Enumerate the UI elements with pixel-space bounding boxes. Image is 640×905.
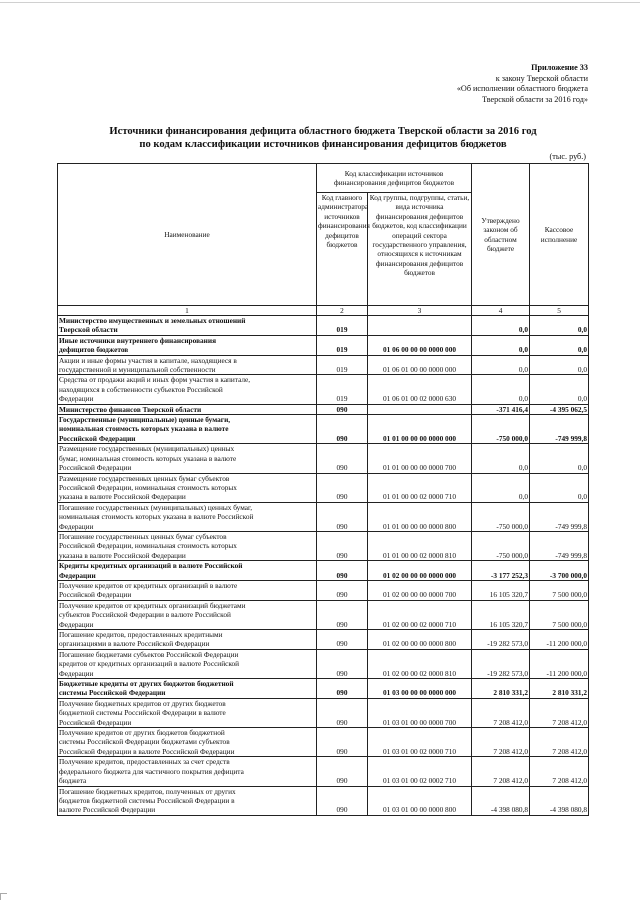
row-admin-code: 090 bbox=[317, 473, 368, 502]
row-admin-code: 019 bbox=[317, 355, 368, 375]
table-row bbox=[58, 375, 589, 404]
row-source-code: 01 06 01 00 00 0000 000 bbox=[368, 355, 472, 375]
table-row bbox=[58, 757, 589, 786]
row-name-line: Погашение государственных (муниципальных) ценных бумаг, bbox=[59, 502, 253, 512]
row-actual-amount: 0,0 bbox=[530, 444, 589, 473]
row-actual-amount: 7 208 412,0 bbox=[530, 698, 589, 727]
row-source-code: 01 02 00 00 02 0000 710 bbox=[368, 600, 472, 629]
row-approved-amount: -19 282 573,0 bbox=[472, 649, 530, 678]
row-approved-amount: 16 105 320,7 bbox=[472, 580, 530, 600]
top-edge-line bbox=[0, 2, 640, 3]
row-name-line: кредитов от кредитных организаций в валюте Российской bbox=[59, 659, 240, 669]
row-admin-code: 090 bbox=[317, 679, 368, 699]
row-source-code: 01 03 00 00 00 0000 000 bbox=[368, 679, 472, 699]
row-name-line: Получение бюджетных кредитов от других бюджетов bbox=[59, 698, 226, 708]
row-name-line: Федерации bbox=[59, 668, 94, 678]
row-admin-code: 019 bbox=[317, 316, 368, 336]
row-admin-code: 090 bbox=[317, 728, 368, 757]
row-name-line: дефицитов бюджетов bbox=[59, 345, 129, 355]
row-name-line: Получение кредитов, предоставленных за счет средств bbox=[59, 757, 230, 767]
row-name bbox=[58, 502, 317, 531]
table-row bbox=[58, 355, 589, 375]
row-name-line: Погашение кредитов, предоставленных кредитными bbox=[59, 630, 223, 639]
row-name-line: Федерации bbox=[59, 570, 96, 580]
header-group-code: Код группы, подгруппы, статьи, вида источника финансирования дефицитов бюджетов, код классификации операций сектора государственного управления, относящихся к источникам финансирования дефицитов бюджетов bbox=[368, 193, 472, 306]
row-name bbox=[58, 649, 317, 678]
table-body bbox=[58, 316, 589, 816]
row-source-code: 01 01 00 00 00 0000 800 bbox=[368, 502, 472, 531]
row-name bbox=[58, 698, 317, 727]
row-source-code bbox=[368, 316, 472, 336]
row-name-line: организациями в валюте Российской Федерации bbox=[59, 639, 210, 649]
row-name-line: Бюджетные кредиты от других бюджетов бюджетной bbox=[59, 679, 234, 689]
row-name bbox=[58, 355, 317, 375]
row-actual-amount: -4 398 080,8 bbox=[530, 786, 589, 815]
appendix-line-2: «Об исполнении областного бюджета bbox=[456, 84, 588, 93]
row-name-line: номинальная стоимость которых указана в валюте bbox=[59, 424, 229, 434]
appendix-line-3: Тверской области за 2016 год» bbox=[482, 94, 588, 104]
header-actual: Кассовое исполнение bbox=[530, 164, 589, 306]
table-row bbox=[58, 415, 589, 444]
row-source-code: 01 03 01 00 02 0002 710 bbox=[368, 757, 472, 786]
row-name bbox=[58, 335, 317, 355]
row-approved-amount: 2 810 331,2 bbox=[472, 679, 530, 699]
row-actual-amount: -3 700 000,0 bbox=[530, 561, 589, 581]
row-name bbox=[58, 375, 317, 404]
table-row bbox=[58, 444, 589, 473]
table-row bbox=[58, 786, 589, 815]
row-name-line: государственной и муниципальной собственности bbox=[59, 365, 216, 375]
row-name-line: бюджетов бюджетной системы Российской Федерации в bbox=[59, 795, 235, 805]
row-approved-amount: 0,0 bbox=[472, 473, 530, 502]
row-name bbox=[58, 444, 317, 473]
row-source-code: 01 01 00 00 00 0000 700 bbox=[368, 444, 472, 473]
row-admin-code: 090 bbox=[317, 698, 368, 727]
row-name-line: Российской Федерации, номинальная стоимость которых bbox=[59, 482, 237, 492]
row-approved-amount: 16 105 320,7 bbox=[472, 600, 530, 629]
table-row bbox=[58, 728, 589, 757]
title-line-1: Источники финансирования дефицита областного бюджета Тверской области за 2016 год bbox=[109, 126, 537, 137]
row-name-line: Российской Федерации bbox=[59, 717, 132, 727]
appendix-header bbox=[457, 63, 588, 105]
row-name-line: Погашение государственных ценных бумаг субъектов bbox=[59, 531, 227, 541]
row-approved-amount: 7 208 412,0 bbox=[472, 698, 530, 727]
row-approved-amount: 7 208 412,0 bbox=[472, 757, 530, 786]
row-name-line: Министерство финансов Тверской области bbox=[59, 404, 202, 414]
row-name-line: номинальная стоимость которых указана в валюте Российской bbox=[59, 512, 254, 522]
table-row bbox=[58, 649, 589, 678]
row-admin-code: 090 bbox=[317, 757, 368, 786]
row-name-line: указана в валюте Российской Федерации bbox=[59, 550, 186, 560]
row-name bbox=[58, 473, 317, 502]
row-admin-code: 090 bbox=[317, 561, 368, 581]
row-name-line: Получение кредитов от кредитных организаций в валюте bbox=[59, 580, 238, 590]
row-actual-amount: 0,0 bbox=[530, 375, 589, 404]
row-name-line: системы Российской Федерации бюджетами субъектов bbox=[59, 737, 230, 747]
row-name-line: Государственные (муниципальные) ценные бумаги, bbox=[59, 415, 231, 425]
row-name-line: бюджетной системы Российской Федерации в валюте bbox=[59, 708, 226, 718]
row-admin-code: 090 bbox=[317, 444, 368, 473]
row-admin-code: 090 bbox=[317, 786, 368, 815]
row-name-line: Федерации bbox=[59, 521, 94, 531]
row-name-line: находящихся в собственности субъектов Российской bbox=[59, 384, 223, 394]
row-actual-amount: 0,0 bbox=[530, 473, 589, 502]
row-admin-code: 019 bbox=[317, 335, 368, 355]
row-name bbox=[58, 415, 317, 444]
row-name-line: валюте Российской Федерации bbox=[59, 805, 156, 815]
row-actual-amount: -11 200 000,0 bbox=[530, 649, 589, 678]
document-title bbox=[56, 125, 590, 151]
row-actual-amount: 7 500 000,0 bbox=[530, 600, 589, 629]
row-approved-amount: -3 177 252,3 bbox=[472, 561, 530, 581]
row-approved-amount: 0,0 bbox=[472, 375, 530, 404]
row-admin-code: 090 bbox=[317, 415, 368, 444]
row-admin-code: 090 bbox=[317, 600, 368, 629]
row-approved-amount: 0,0 bbox=[472, 355, 530, 375]
row-source-code: 01 06 00 00 00 0000 000 bbox=[368, 335, 472, 355]
row-approved-amount: -19 282 573,0 bbox=[472, 630, 530, 650]
row-name bbox=[58, 757, 317, 786]
row-name-line: Получение кредитов от кредитных организаций бюджетами bbox=[59, 600, 246, 610]
row-name-line: Российской Федерации, номинальная стоимость которых bbox=[59, 541, 237, 551]
row-name-line: Погашение бюджетами субъектов Российской Федерации bbox=[59, 649, 239, 659]
table-row bbox=[58, 531, 589, 560]
row-admin-code: 090 bbox=[317, 502, 368, 531]
row-name-line: Российской Федерации bbox=[59, 433, 136, 443]
table-row bbox=[58, 630, 589, 650]
row-actual-amount: 7 208 412,0 bbox=[530, 757, 589, 786]
row-approved-amount: 0,0 bbox=[472, 316, 530, 336]
row-source-code bbox=[368, 404, 472, 414]
header-approved: Утверждено законом об областном бюджете bbox=[472, 164, 530, 306]
table-row bbox=[58, 502, 589, 531]
row-source-code: 01 01 00 00 02 0000 810 bbox=[368, 531, 472, 560]
row-name-line: Российской Федерации в валюте Российской Федерации bbox=[59, 746, 235, 756]
row-name-line: Кредиты кредитных организаций в валюте Российской bbox=[59, 561, 243, 571]
row-name-line: Тверской области bbox=[59, 325, 118, 335]
row-actual-amount: -749 999,8 bbox=[530, 502, 589, 531]
row-name bbox=[58, 600, 317, 629]
row-admin-code: 090 bbox=[317, 404, 368, 414]
row-source-code: 01 03 01 00 00 0000 800 bbox=[368, 786, 472, 815]
appendix-line-1: к закону Тверской области bbox=[495, 73, 588, 83]
header-name: Наименование bbox=[58, 164, 317, 306]
row-name bbox=[58, 679, 317, 699]
row-name bbox=[58, 728, 317, 757]
row-name-line: Размещение государственных (муниципальных) ценных bbox=[59, 444, 235, 454]
row-approved-amount: -750 000,0 bbox=[472, 415, 530, 444]
table-row bbox=[58, 679, 589, 699]
row-name-line: Российской Федерации bbox=[59, 590, 132, 600]
column-number: 3 bbox=[368, 306, 472, 316]
header-code-group: Код классификации источников финансирования дефицитов бюджетов bbox=[317, 164, 472, 193]
table-row bbox=[58, 335, 589, 355]
row-approved-amount: -750 000,0 bbox=[472, 502, 530, 531]
table-row bbox=[58, 316, 589, 336]
table-row bbox=[58, 404, 589, 414]
row-admin-code: 090 bbox=[317, 531, 368, 560]
row-name bbox=[58, 531, 317, 560]
row-name-line: Акции и иные формы участия в капитале, находящиеся в bbox=[59, 355, 237, 365]
row-name-line: Иные источники внутреннего финансирования bbox=[59, 335, 217, 345]
table-row bbox=[58, 473, 589, 502]
row-source-code: 01 03 01 00 00 0000 700 bbox=[368, 698, 472, 727]
row-name-line: федерального бюджета для частичного покрытия дефицита bbox=[59, 766, 244, 776]
row-name bbox=[58, 404, 317, 414]
row-name bbox=[58, 786, 317, 815]
row-source-code: 01 01 00 00 02 0000 710 bbox=[368, 473, 472, 502]
row-source-code: 01 02 00 00 00 0000 700 bbox=[368, 580, 472, 600]
row-source-code: 01 02 00 00 00 0000 000 bbox=[368, 561, 472, 581]
row-source-code: 01 01 00 00 00 0000 000 bbox=[368, 415, 472, 444]
table-row bbox=[58, 580, 589, 600]
column-number: 5 bbox=[530, 306, 589, 316]
row-admin-code: 090 bbox=[317, 630, 368, 650]
row-actual-amount: 2 810 331,2 bbox=[530, 679, 589, 699]
row-name-line: Средства от продажи акций и иных форм участия в капитале, bbox=[59, 375, 251, 385]
row-actual-amount: -11 200 000,0 bbox=[530, 630, 589, 650]
financing-table bbox=[57, 163, 589, 816]
row-actual-amount: 7 208 412,0 bbox=[530, 728, 589, 757]
row-name-line: системы Российской Федерации bbox=[59, 688, 166, 698]
column-number: 2 bbox=[317, 306, 368, 316]
row-name-line: Федерации bbox=[59, 619, 94, 629]
row-actual-amount: 0,0 bbox=[530, 335, 589, 355]
row-name-line: Размещение государственных ценных бумаг субъектов bbox=[59, 473, 230, 483]
page-corner-mark bbox=[0, 893, 7, 900]
row-name bbox=[58, 316, 317, 336]
row-actual-amount: 0,0 bbox=[530, 316, 589, 336]
row-approved-amount: -4 398 080,8 bbox=[472, 786, 530, 815]
row-approved-amount: 0,0 bbox=[472, 335, 530, 355]
row-actual-amount: -4 395 062,5 bbox=[530, 404, 589, 414]
row-name-line: бумаг, номинальная стоимость которых указана в валюте bbox=[59, 453, 237, 463]
row-name-line: Федерации bbox=[59, 394, 94, 404]
row-approved-amount: 0,0 bbox=[472, 444, 530, 473]
row-admin-code: 019 bbox=[317, 375, 368, 404]
column-number: 1 bbox=[58, 306, 317, 316]
row-name-line: Погашение бюджетных кредитов, полученных от других bbox=[59, 786, 236, 796]
units-label: (тыс. руб.) bbox=[549, 152, 586, 161]
column-number: 4 bbox=[472, 306, 530, 316]
row-name bbox=[58, 630, 317, 650]
row-name bbox=[58, 561, 317, 581]
row-approved-amount: 7 208 412,0 bbox=[472, 728, 530, 757]
column-number-row bbox=[58, 306, 589, 316]
row-actual-amount: -749 999,8 bbox=[530, 531, 589, 560]
row-name-line: субъектов Российской Федерации в валюте Российской bbox=[59, 610, 231, 620]
header-admin-code: Код главного администратора источников финансирования дефицитов бюджетов bbox=[317, 193, 368, 306]
row-actual-amount: -749 999,8 bbox=[530, 415, 589, 444]
row-name-line: указана в валюте Российской Федерации bbox=[59, 492, 186, 502]
row-source-code: 01 03 01 00 02 0000 710 bbox=[368, 728, 472, 757]
table-row bbox=[58, 561, 589, 581]
row-source-code: 01 02 00 00 02 0000 810 bbox=[368, 649, 472, 678]
row-name bbox=[58, 580, 317, 600]
row-source-code: 01 06 01 00 02 0000 630 bbox=[368, 375, 472, 404]
table-row bbox=[58, 698, 589, 727]
row-actual-amount: 0,0 bbox=[530, 355, 589, 375]
row-name-line: Министерство имущественных и земельных отношений bbox=[59, 316, 246, 325]
table-row bbox=[58, 600, 589, 629]
row-admin-code: 090 bbox=[317, 580, 368, 600]
row-source-code: 01 02 00 00 00 0000 800 bbox=[368, 630, 472, 650]
row-admin-code: 090 bbox=[317, 649, 368, 678]
appendix-number: Приложение 33 bbox=[531, 63, 588, 72]
row-approved-amount: -371 416,4 bbox=[472, 404, 530, 414]
title-line-2: по кодам классификации источников финансирования дефицитов бюджетов bbox=[139, 139, 507, 150]
row-name-line: Российской Федерации bbox=[59, 463, 132, 473]
row-name-line: Получение кредитов от других бюджетов бюджетной bbox=[59, 728, 225, 738]
row-approved-amount: -750 000,0 bbox=[472, 531, 530, 560]
row-name-line: бюджета bbox=[59, 776, 87, 786]
row-actual-amount: 7 500 000,0 bbox=[530, 580, 589, 600]
